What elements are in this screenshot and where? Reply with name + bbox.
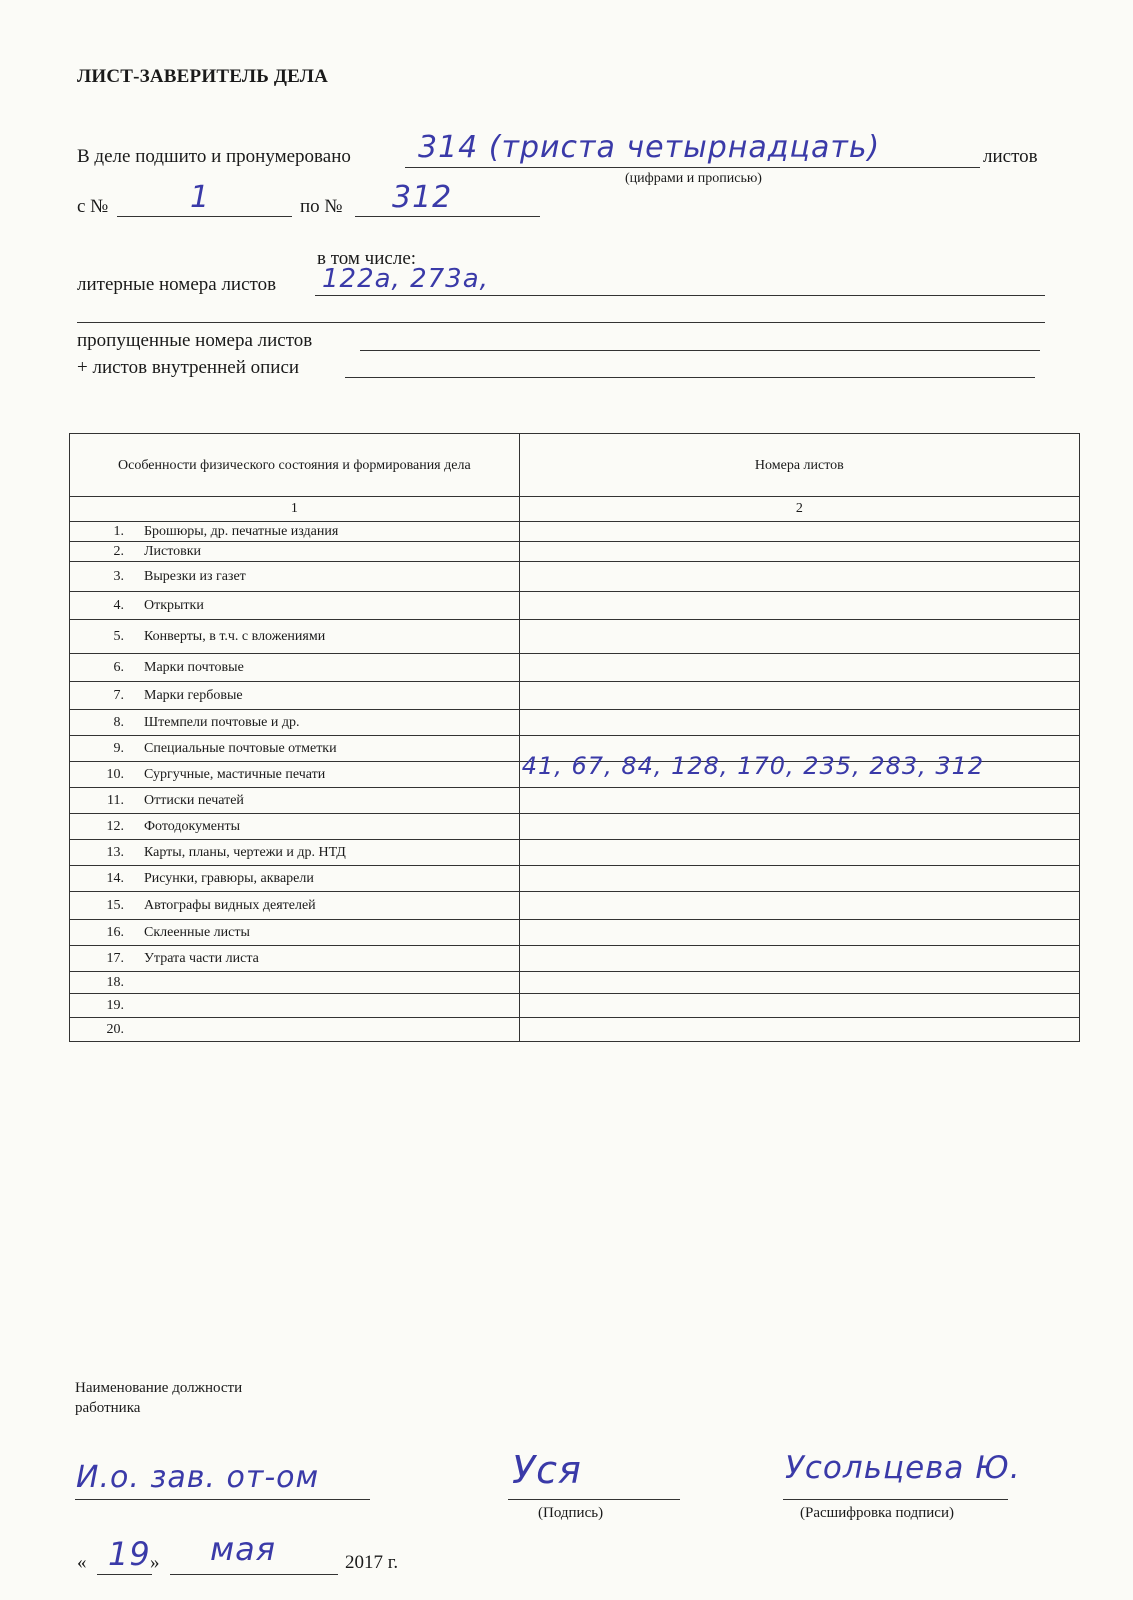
- features-table: [69, 433, 1080, 1042]
- row-number: 1.: [113, 523, 124, 539]
- feature-cell: [70, 972, 520, 994]
- feature-cell: [70, 946, 520, 972]
- to-number-value: 312: [392, 180, 453, 215]
- digits-words-caption: (цифрами и прописью): [625, 171, 762, 186]
- signature-underline: [508, 1499, 680, 1500]
- position-value: И.о. зав. от-ом: [76, 1460, 320, 1495]
- date-day: 19: [108, 1535, 151, 1573]
- sheet-numbers-cell: [519, 840, 1079, 866]
- table-row: [70, 562, 1080, 592]
- feature-cell: [70, 592, 520, 620]
- table-row: [70, 620, 1080, 654]
- row-number: 19.: [106, 997, 124, 1013]
- row-number: 18.: [106, 974, 124, 990]
- row-number: 10.: [106, 766, 124, 782]
- sheet-numbers-value: 41, 67, 84, 128, 170, 235, 283, 312: [521, 752, 985, 780]
- table-row: [70, 762, 1080, 788]
- missing-numbers-label: пропущенные номера листов: [77, 330, 313, 351]
- document-title: ЛИСТ-ЗАВЕРИТЕЛЬ ДЕЛА: [77, 66, 329, 87]
- feature-cell: [70, 892, 520, 920]
- feature-cell: [70, 736, 520, 762]
- feature-cell: [70, 682, 520, 710]
- row-number: 8.: [113, 714, 124, 730]
- sheet-numbers-cell: [519, 946, 1079, 972]
- table-row: [70, 682, 1080, 710]
- missing-numbers-underline: [360, 350, 1040, 351]
- inner-inventory-underline: [345, 377, 1035, 378]
- feature-cell: [70, 920, 520, 946]
- signature-value: Уся: [512, 1448, 582, 1492]
- sheet-numbers-cell: [519, 788, 1079, 814]
- row-label: Рисунки, гравюры, акварели: [144, 870, 314, 886]
- sewn-count-handwritten: 314 (триста четырнадцать): [418, 130, 881, 165]
- sheet-numbers-cell: [519, 1018, 1079, 1042]
- row-number: 15.: [106, 897, 124, 913]
- row-label: Фотодокументы: [144, 818, 241, 834]
- table-row: [70, 710, 1080, 736]
- feature-cell: [70, 814, 520, 840]
- date-month-underline: [170, 1574, 338, 1575]
- row-label: Сургучные, мастичные печати: [144, 766, 326, 782]
- row-number: 13.: [106, 844, 124, 860]
- feature-cell: [70, 866, 520, 892]
- col2-index: 2: [519, 497, 1079, 522]
- row-number: 9.: [113, 740, 124, 756]
- feature-cell: [70, 654, 520, 682]
- date-year: 2017 г.: [345, 1552, 399, 1573]
- table-row: [70, 972, 1080, 994]
- to-number-label: по №: [300, 196, 343, 217]
- position-label-line1: Наименование должности: [75, 1380, 243, 1396]
- feature-cell: [70, 840, 520, 866]
- decode-caption: (Расшифровка подписи): [800, 1505, 954, 1521]
- sheet-numbers-cell: [519, 752, 1079, 788]
- table-row: [70, 994, 1080, 1018]
- literal-numbers-label: литерные номера листов: [77, 274, 277, 295]
- literal-numbers-value: 122а, 273а,: [322, 264, 489, 294]
- sheet-numbers-cell: [519, 710, 1079, 736]
- row-number: 12.: [106, 818, 124, 834]
- row-number: 20.: [106, 1021, 124, 1037]
- table-row: [70, 542, 1080, 562]
- row-label: Оттиски печатей: [144, 792, 244, 808]
- col1-index: 1: [70, 497, 520, 522]
- row-number: 17.: [106, 950, 124, 966]
- row-label: Автографы видных деятелей: [144, 897, 316, 913]
- row-label: Специальные почтовые отметки: [144, 740, 337, 756]
- sheet-numbers-cell: [519, 682, 1079, 710]
- sewn-label: В деле подшито и пронумеровано: [77, 146, 351, 167]
- row-label: Вырезки из газет: [144, 568, 246, 584]
- position-label-line2: работника: [75, 1400, 141, 1416]
- table-row: [70, 654, 1080, 682]
- table-row: [70, 592, 1080, 620]
- row-number: 4.: [113, 597, 124, 613]
- row-label: Утрата части листа: [144, 950, 259, 966]
- table-row: [70, 892, 1080, 920]
- sheet-numbers-cell: [519, 654, 1079, 682]
- row-label: Листовки: [144, 543, 202, 559]
- feature-cell: [70, 562, 520, 592]
- sheets-label: листов: [983, 146, 1038, 167]
- row-label: Карты, планы, чертежи и др. НТД: [144, 844, 346, 860]
- sheet-numbers-cell: [519, 972, 1079, 994]
- table-row: [70, 814, 1080, 840]
- feature-cell: [70, 788, 520, 814]
- decode-value: Усольцева Ю.: [785, 1450, 1021, 1486]
- decode-underline: [783, 1499, 1008, 1500]
- feature-cell: [70, 994, 520, 1018]
- sheet-numbers-cell: [519, 522, 1079, 542]
- row-label: Брошюры, др. печатные издания: [144, 523, 339, 539]
- row-number: 11.: [107, 792, 124, 808]
- date-close-quote: »: [150, 1552, 160, 1573]
- table-row: [70, 522, 1080, 542]
- sheet-numbers-cell: [519, 620, 1079, 654]
- feature-cell: [70, 1018, 520, 1042]
- table-row: [70, 866, 1080, 892]
- position-label: [75, 1380, 242, 1417]
- inner-inventory-label: + листов внутренней описи: [77, 357, 300, 378]
- feature-cell: [70, 542, 520, 562]
- table-row: [70, 788, 1080, 814]
- sheet-numbers-cell: [519, 562, 1079, 592]
- table-row: [70, 946, 1080, 972]
- feature-cell: [70, 762, 520, 788]
- date-open-quote: «: [77, 1552, 87, 1573]
- row-label: Марки гербовые: [144, 687, 243, 703]
- table-row: [70, 1018, 1080, 1042]
- position-underline: [75, 1499, 370, 1500]
- sheet-numbers-cell: [519, 994, 1079, 1018]
- signature-caption: (Подпись): [538, 1505, 604, 1521]
- literal-numbers-underline-2: [77, 322, 1045, 323]
- sheet-numbers-cell: [519, 542, 1079, 562]
- sheet-numbers-cell: [519, 866, 1079, 892]
- date-day-underline: [97, 1574, 152, 1575]
- feature-cell: [70, 620, 520, 654]
- row-label: Открытки: [144, 597, 204, 613]
- row-number: 5.: [113, 628, 124, 644]
- feature-cell: [70, 522, 520, 542]
- row-number: 3.: [113, 568, 124, 584]
- row-label: Марки почтовые: [144, 659, 244, 675]
- feature-cell: [70, 710, 520, 736]
- date-month: мая: [210, 1530, 276, 1568]
- col1-header: Особенности физического состояния и формирования дела: [70, 434, 520, 497]
- including-label: в том числе:: [317, 248, 417, 269]
- row-label: Склеенные листы: [144, 924, 250, 940]
- row-number: 6.: [113, 659, 124, 675]
- sheet-numbers-cell: [519, 592, 1079, 620]
- literal-numbers-underline: [315, 295, 1045, 296]
- row-number: 2.: [113, 543, 124, 559]
- sheet-numbers-cell: [519, 920, 1079, 946]
- sheet-numbers-cell: [519, 892, 1079, 920]
- to-number-underline: [355, 216, 540, 217]
- from-number-underline: [117, 216, 292, 217]
- sheet-numbers-cell: [519, 814, 1079, 840]
- row-number: 7.: [113, 687, 124, 703]
- row-number: 16.: [106, 924, 124, 940]
- table-row: [70, 840, 1080, 866]
- table-row: [70, 920, 1080, 946]
- row-number: 14.: [106, 870, 124, 886]
- row-label: Конверты, в т.ч. с вложениями: [144, 628, 326, 644]
- sewn-underline: [405, 167, 980, 168]
- col2-header: Номера листов: [519, 434, 1079, 497]
- from-number-value: 1: [190, 180, 211, 215]
- from-number-label: с №: [77, 196, 109, 217]
- row-label: Штемпели почтовые и др.: [144, 714, 300, 730]
